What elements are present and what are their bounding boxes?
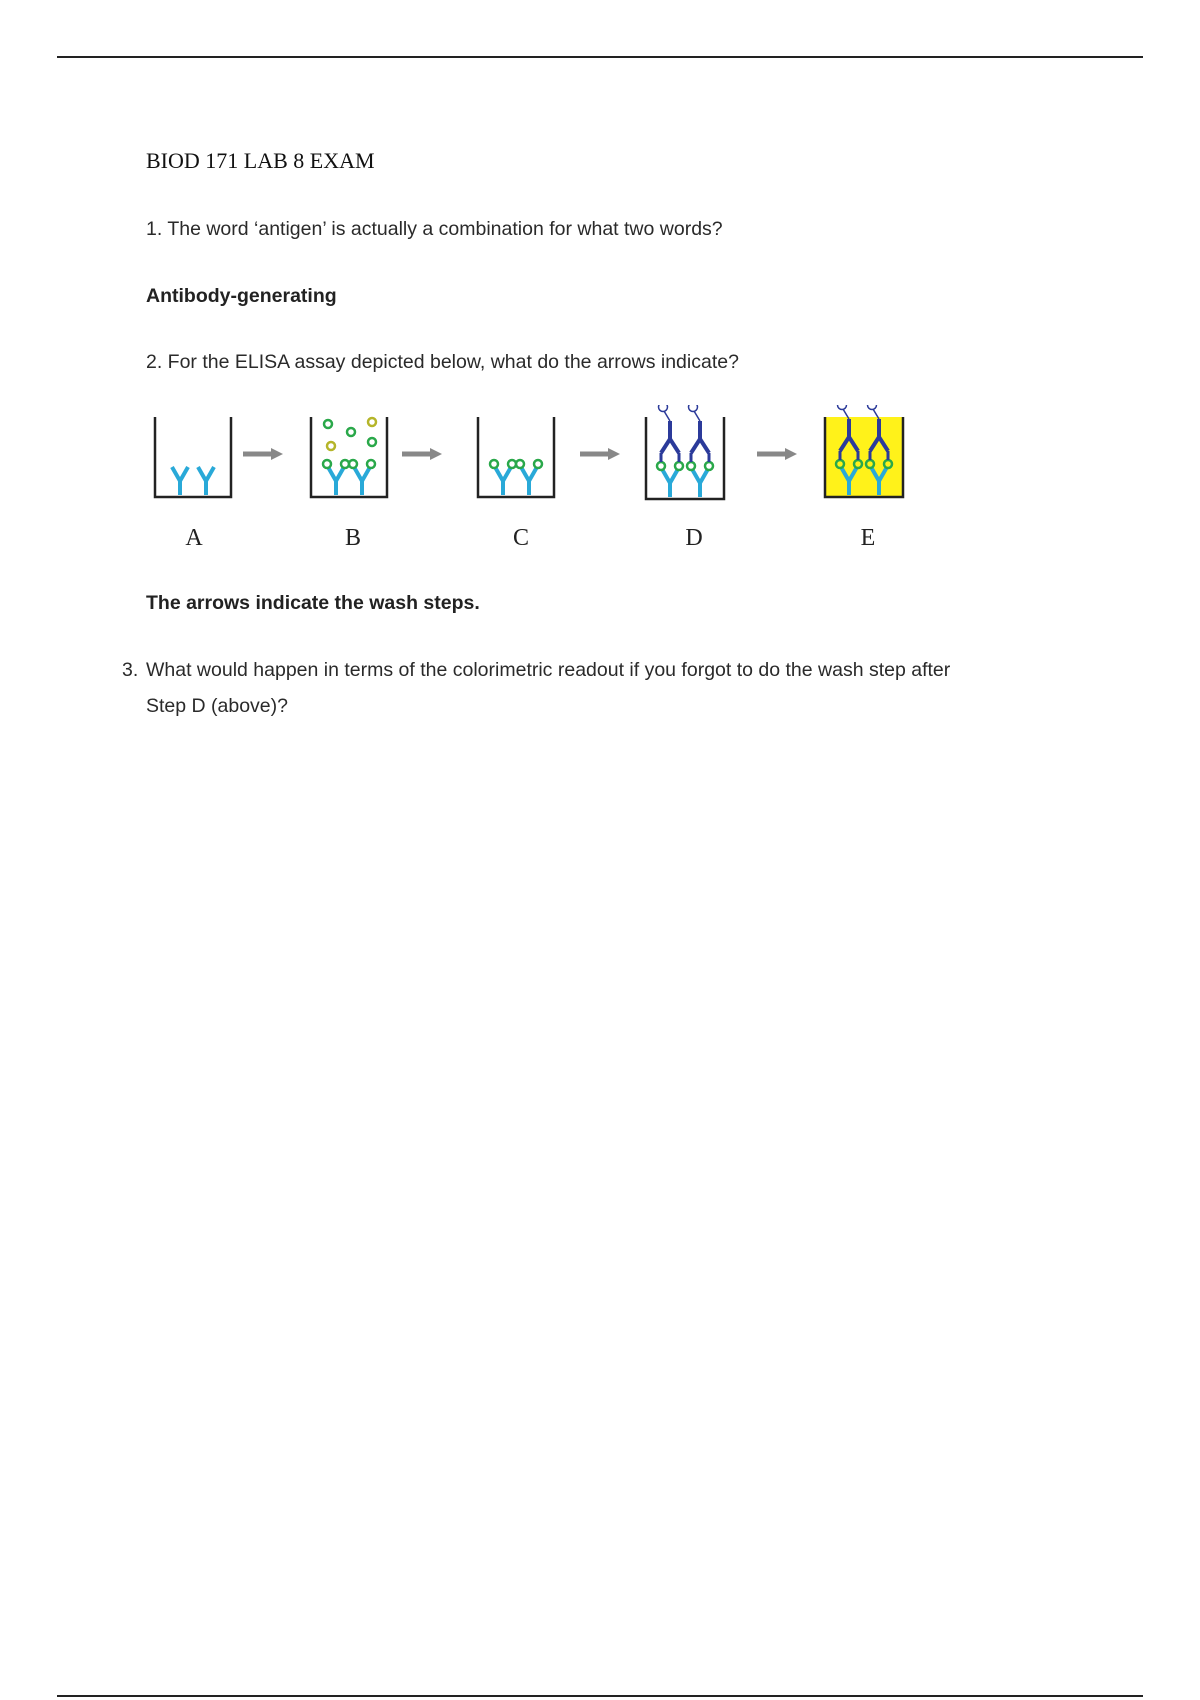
capture-antibody <box>495 467 511 495</box>
free-antigen <box>327 442 335 450</box>
step-label-b: B <box>344 525 362 551</box>
bound-antigen <box>687 462 713 470</box>
question-3-line-2: Step D (above)? <box>146 695 288 717</box>
arrow-icon <box>402 448 442 460</box>
well-c-outline <box>478 417 554 497</box>
capture-antibody <box>521 467 537 495</box>
question-3 <box>122 652 1042 724</box>
well-d-outline <box>646 417 724 499</box>
bound-antigen <box>657 462 683 470</box>
arrow-icon <box>580 448 620 460</box>
detection-antibody <box>689 405 710 462</box>
well-a <box>155 417 231 497</box>
capture-antibody <box>198 467 214 495</box>
capture-antibody <box>692 469 708 497</box>
detection-antibody <box>659 405 680 462</box>
bound-antigen <box>490 460 516 468</box>
bound-antigen <box>349 460 375 468</box>
question-3-line-1 <box>122 652 1042 688</box>
capture-antibody <box>662 469 678 497</box>
well-e <box>825 405 903 497</box>
question-3-text: What would happen in terms of the colorimetric readout if you forgot to do the wash step after <box>146 659 951 681</box>
well-b <box>311 417 387 497</box>
substrate-color <box>825 417 903 497</box>
free-antigen <box>368 438 376 446</box>
free-antigen <box>368 418 376 426</box>
well-d <box>646 405 724 499</box>
capture-antibody <box>328 467 344 495</box>
answer-1: Antibody-generating <box>146 285 337 307</box>
well-c <box>478 417 554 497</box>
page-title: BIOD 171 LAB 8 EXAM <box>146 148 375 173</box>
step-label-a: A <box>185 525 203 551</box>
question-1: 1. The word ‘antigen’ is actually a combination for what two words? <box>146 218 723 240</box>
arrow-icon <box>757 448 797 460</box>
header-rule <box>57 56 1143 58</box>
bound-antigen <box>516 460 542 468</box>
elisa-diagram <box>140 405 920 555</box>
elisa-diagram-svg <box>140 405 920 555</box>
arrow-icon <box>243 448 283 460</box>
capture-antibody <box>172 467 188 495</box>
bound-antigen <box>323 460 349 468</box>
answer-2: The arrows indicate the wash steps. <box>146 592 480 614</box>
question-3-number: 3. <box>122 659 139 681</box>
footer-rule <box>57 1695 1143 1697</box>
free-antigen <box>324 420 332 428</box>
step-label-e: E <box>860 525 876 551</box>
well-a-outline <box>155 417 231 497</box>
question-2: 2. For the ELISA assay depicted below, what do the arrows indicate? <box>146 351 739 373</box>
free-antigen <box>347 428 355 436</box>
step-label-d: D <box>685 525 703 551</box>
capture-antibody <box>354 467 370 495</box>
step-label-c: C <box>512 525 530 551</box>
